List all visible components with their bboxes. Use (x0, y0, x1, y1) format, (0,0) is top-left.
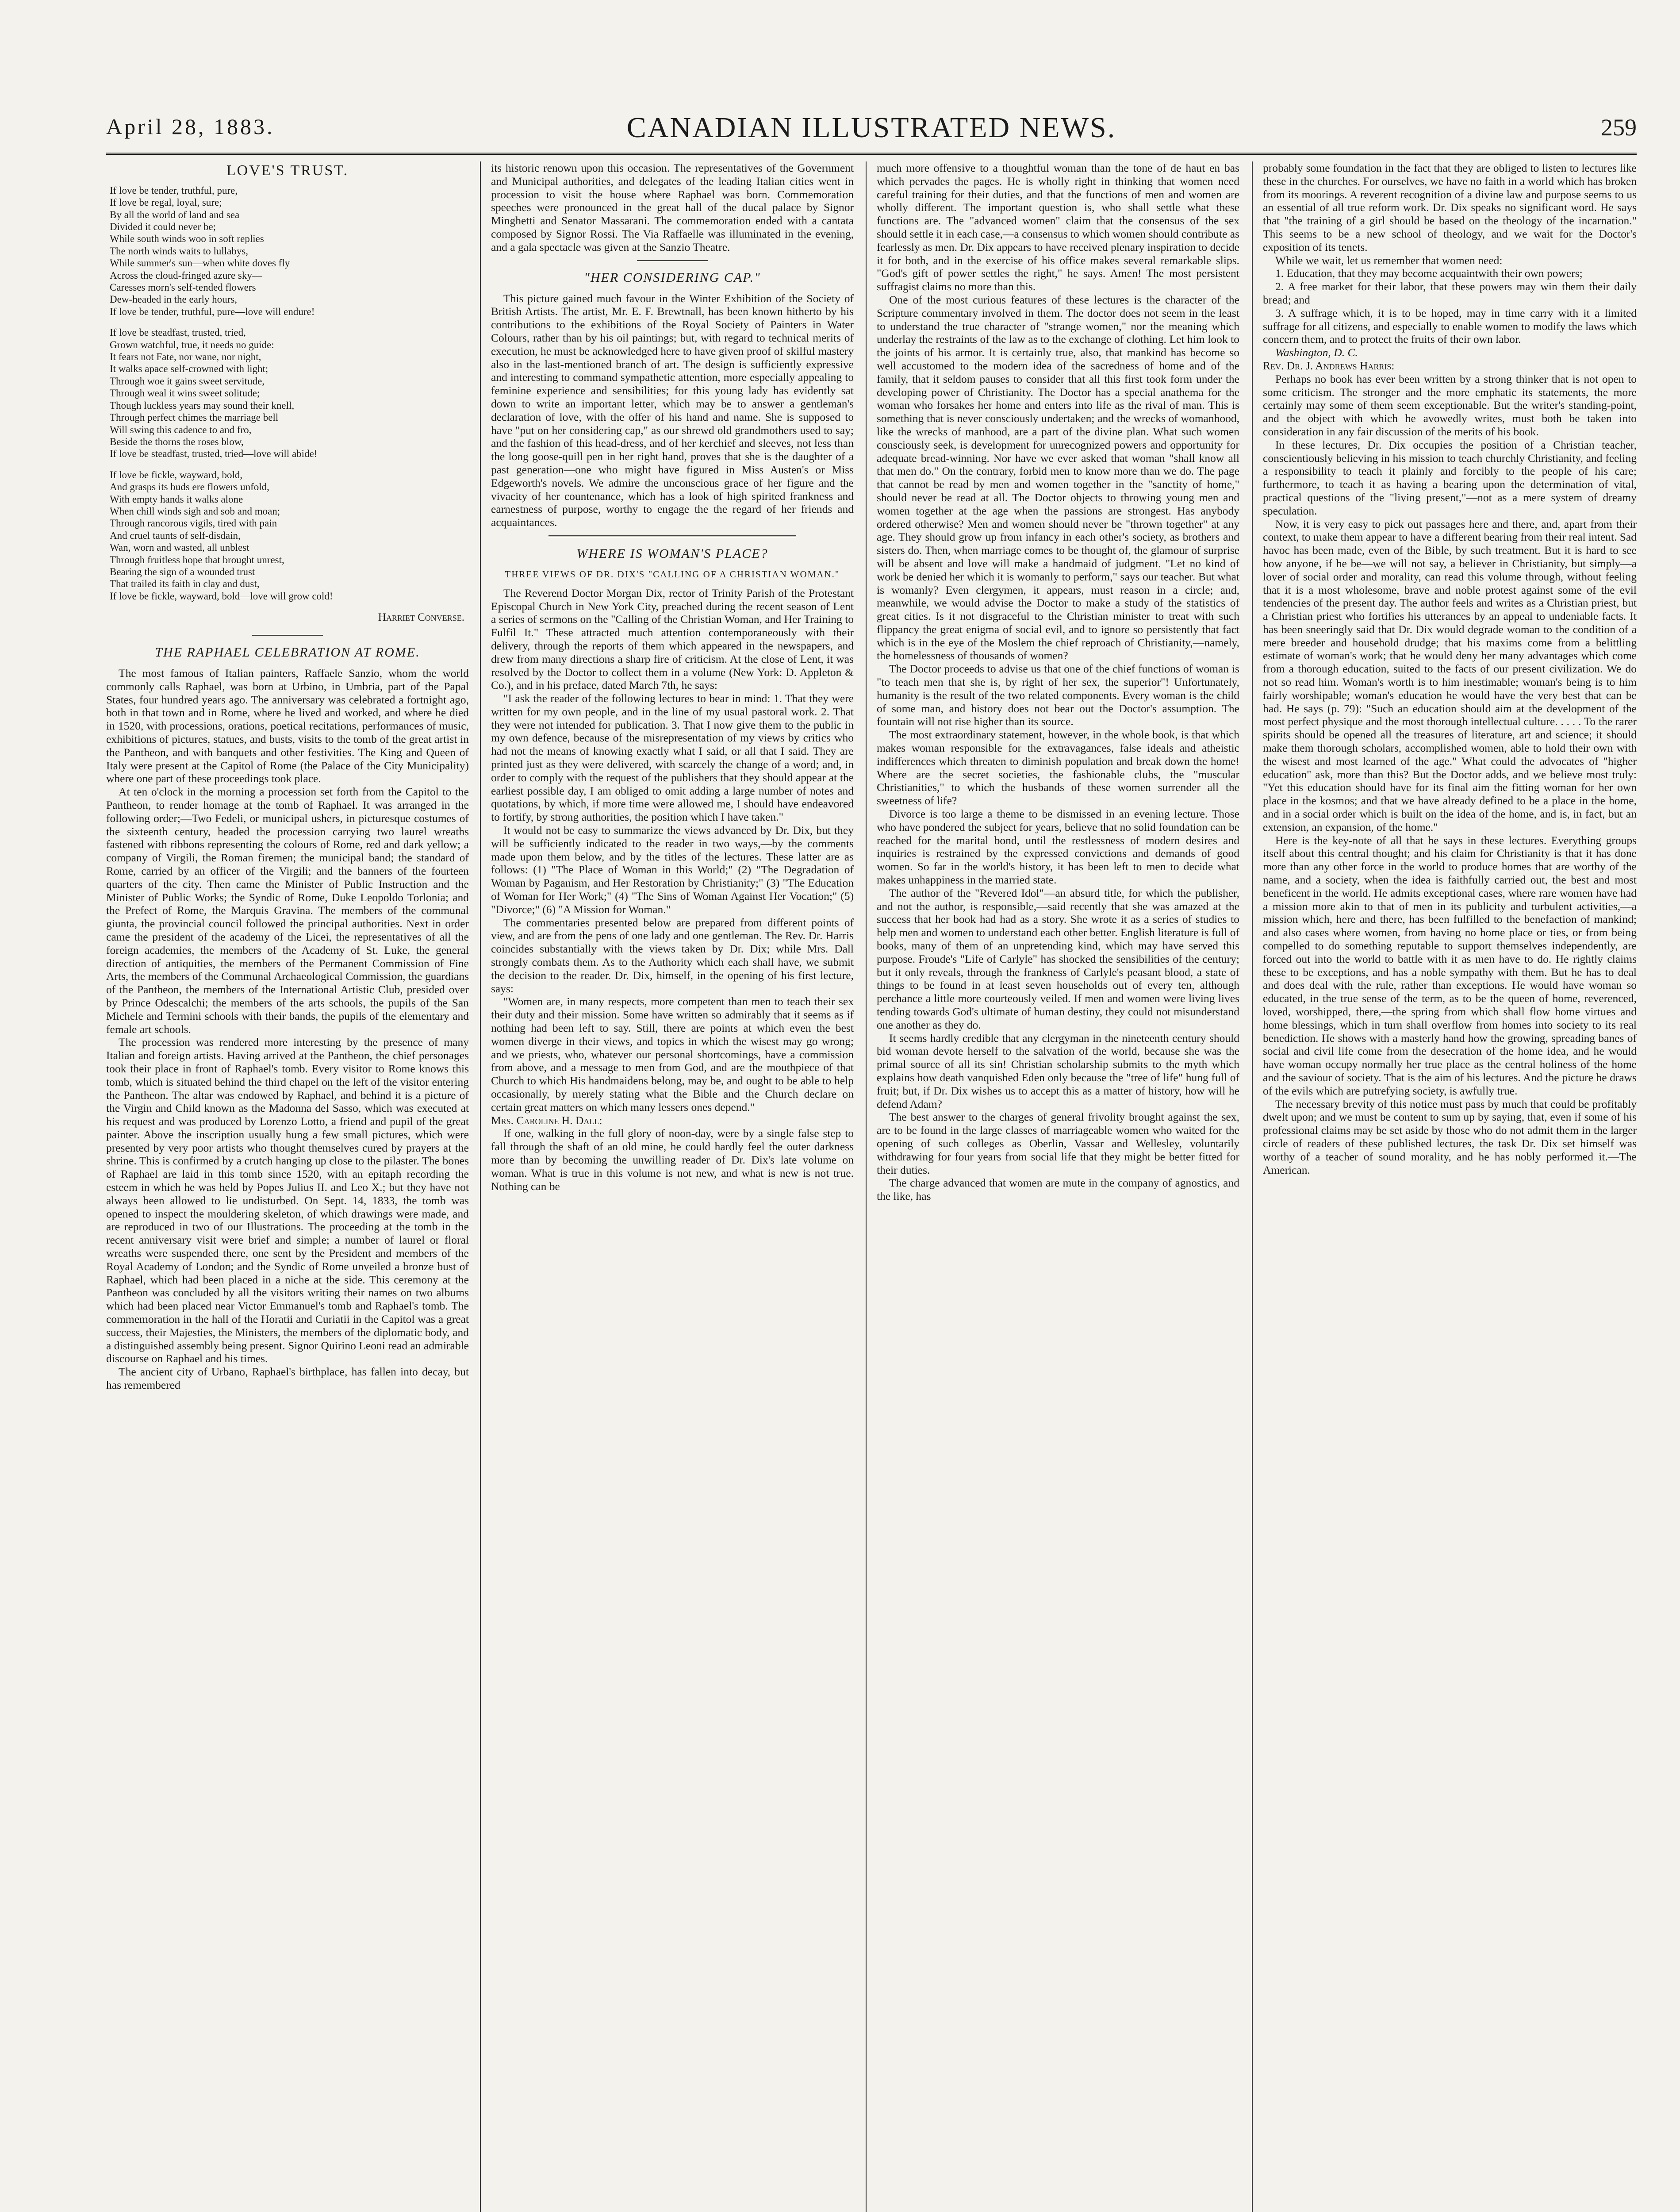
page-number: 259 (1601, 114, 1637, 141)
contributor-label: Rev. Dr. J. Andrews Harris: (1263, 359, 1395, 372)
article-paragraph: The Reverend Doctor Morgan Dix, rector of Trinity Parish of the Protestant Episcopal Church in New York City, preached during the recent season of Lent a series of sermons on the "Calling of the Christian Woman, and Her Training to Fulfil It." These attracted much attention contemporaneously with their delivery, through the reports of them which appeared in the newspapers, and drew from many directions a sharp fire of criticism. At the close of Lent, it was resolved by the Doctor to collect them in a volume (New York: D. Appleton & Co.), and in his preface, dated March 7th, he says: (491, 586, 854, 692)
section-rule (252, 635, 323, 636)
article-paragraph: This picture gained much favour in the Winter Exhibition of the Society of British Artists. The artist, Mr. E. F. Brewtnall, has been known hitherto by his contributions to the exhibitions of the Royal Society of Painters in Water Colours, rather than by his oil paintings; but, with regard to technical merits of execution, he must be acknowledged here to have given proof of skilful mastery also in the last-mentioned branch of art. The design is sufficiently expressive and interesting to command sympathetic attention, more especially appealing to feminine experience and sensibilities; for this young lady has evidently sat down to write an important letter, which may be to answer a gentleman's declaration of love, with the offer of his hand and name. She is supposed to have "put on her considering cap," as our shrewd old grandmothers used to say; and the fashion of this head-dress, and of her kerchief and sleeves, not less than the long goose-quill pen in her right hand, proves that she is the daughter of a past generation—one who might have figured in Miss Austen's or Miss Edgeworth's novels. We admire the unconscious grace of her figure and the vivacity of her countenance, which has a look of high spirited frankness and earnestness of purpose, worthy to engage the the regard of her friends and acquaintances. (491, 292, 854, 529)
issue-date: April 28, 1883. (106, 114, 275, 139)
poem-stanza: If love be fickle, wayward, bold, And grasps its buds ere flowers unfold, With empty hands it walks alone When chill winds sigh and sob and moan; Through rancorous vigils, tired with pain And cruel taunts of self-disdain, Wan, worn and wasted, all unblest Through fruitless hope that brought unrest, Bearing the sign of a wounded trust That trailed its faith in clay and dust, If love be fickle, wayward, bold—love will grow cold! (110, 469, 333, 602)
article-paragraph: its historic renown upon this occasion. The representatives of the Government and Municipal authorities, and delegates of the leading Italian cities went in procession to visit the house where Raphael was born. Commemoration speeches were pronounced in the great hall of the ducal palace by Signor Minghetti and Senator Massarani. The commemoration ended with a cantata composed by Signor Rossi. The Via Raffaelle was illuminated in the evening, and a gala spectacle was given at the Sanzio Theatre. (491, 161, 854, 253)
article-paragraph: The author of the "Revered Idol"—an absurd title, for which the publisher, and not the author, is responsible,—said recently that she was amazed at the success that her book had had as a story. She wrote it as a series of studies to help men and women to understand each other better. English literature is full of books, many of them of an unpretending kind, which may have served this purpose. Froude's "Life of Carlyle" has shocked the sensibilities of the century; but it only reveals, through the frankness of Carlyle's peasant blood, a state of things to be found in at least seven households out of every ten, although perchance a little more courteously veiled. If men and women were living lives tending towards God's ultimate of human destiny, they could not misunderstand one another as they do. (877, 886, 1239, 1031)
article-paragraph: The most extraordinary statement, however, in the whole book, is that which makes woman responsible for the extravagances, false ideals and atheistic indifferences which threaten to diminish population and break down the home! Where are the secret societies, the fashionable clubs, the "muscular Christianities," to which the husbands of these women surrender all the sweetness of life? (877, 728, 1239, 807)
article-paragraph: If one, walking in the full glory of noon-day, were by a single false step to fall through the shaft of an old mine, he could hardly feel the outer darkness more than by becoming the unwilling reader of Dr. Dix's late volume on woman. What is true in this volume is not new, and what is new is not true. Nothing can be (491, 1127, 854, 1193)
column-divider (1252, 161, 1253, 2212)
article-paragraph: "Women are, in many respects, more competent than men to teach their sex their duty and their mission. Some have written so admirably that it seems as if nothing had been left to say. Still, there are points at which even the best women diverge in their views, and topics in which the wisest may go wrong; and we priests, who, whatever our personal shortcomings, have a commission from above, and a message to men from God, and are the mouthpiece of that Church to which His handmaidens belong, may be, and ought to be able to help occasionally, by merely stating what the Bible and the Church declare on certain great matters on which many lessers ones depend." (491, 995, 854, 1114)
article-paragraph: The best answer to the charges of general frivolity brought against the sex, are to be found in the large classes of marriageable women who waited for the opening of such colleges as Oberlin, Vassar and Wellesley, voluntarily withdrawing for four years from social life that they might be better fitted for their duties. (877, 1110, 1239, 1176)
article-paragraph: The most famous of Italian painters, Raffaele Sanzio, whom the world commonly calls Raphael, was born at Urbino, in Umbria, part of the Papal States, four hundred years ago. The anniversary was celebrated a fortnight ago, both in that town and in Rome, where he lived and worked, and where he died in 1520, with processions, orations, poetical recitations, performances of music, exhibitions of pictures, statues, and busts, visits to the tomb of the great artist in the Pantheon, and with banquets and other festivities. The King and Queen of Italy were present at the Capitol of Rome (the Palace of the City Municipality) where one part of these proceedings took place. (106, 667, 469, 785)
article-subtitle: THREE VIEWS OF DR. DIX'S "CALLING OF A CHRISTIAN WOMAN." (505, 568, 840, 580)
article-paragraph: Divorce is too large a theme to be dismissed in an evening lecture. Those who have pondered the subject for years, believe that no solid foundation can be reached for the marital bond, until the restlessness of modern desires and inquiries is restrained by the expressed convictions and demands of good women. So far in the world's history, it has been left to men to decide what makes unhappiness in the married state. (877, 807, 1239, 887)
poem-stanza: If love be steadfast, trusted, tried, Grown watchful, true, it needs no guide: It fears not Fate, nor wane, nor night, It walks apace self-crowned with light; Through woe it gains sweet servitude, Through weal it wins sweet solitude; Though luckless years may sound their knell, Through perfect chimes the marriage bell Will swing this cadence to and fro, Beside the thorns the roses blow, If love be steadfast, trusted, tried—love will abide! (110, 327, 318, 460)
masthead-rule (106, 153, 1637, 155)
newspaper-title: CANADIAN ILLUSTRATED NEWS. (626, 111, 1116, 144)
poem-stanza: If love be tender, truthful, pure, If love be regal, loyal, sure; By all the world of land and sea Divided it could never be; While south winds woo in soft replies The north winds waits to lullabys, While summer's sun—when white doves fly Across the cloud-fringed azure sky— Caresses morn's self-tended flowers Dew-headed in the early hours, If love be tender, truthful, pure—love will endure! (110, 184, 315, 317)
masthead (106, 108, 1637, 148)
article-paragraph: It seems hardly credible that any clergyman in the nineteenth century should bid woman devote herself to the salvation of the world, because she was the primal source of all its sin! Christian scholarship submits to the myth which explains how death vanquished Eden only because the "tree of life" hung full of fruit; but, if Dr. Dix wishes us to accept this as a matter of history, how will he defend Adam? (877, 1031, 1239, 1110)
contributor-label: Mrs. Caroline H. Dall: (491, 1114, 602, 1127)
numbered-item: 3. A suffrage which, it is to be hoped, may in time carry with it a limited suffrage for all citizens, and especially to enable women to modify the laws which concern them, and to protect the fruits of their own labor. (1263, 306, 1637, 346)
article-title-considering-cap: "HER CONSIDERING CAP." (584, 270, 761, 285)
article-paragraph: One of the most curious features of these lectures is the character of the Scripture commentary involved in them. The doctor does not seem in the least to understand the true character of "strange women," nor the meaning which underlay the restraints of the law as to the exchange of clothing. Let him look to the joints of his armor. It is certainly true, also, that mankind has become so well accustomed to the modern idea of the sacredness of home and of the family, that it seldom pauses to consider that all this first took form under the developing power of Christianity. The Doctor has a special anathema for the woman who forsakes her home and enters into life as the rival of man. This is something that is never consciously undertaken; and the wrecks of womanhood, like the wrecks of manhood, are a part of the divine plan. What such women consciously seek, is development for unrecognized powers and opportunity for adequate bread-winning. Nor have we ever asked that woman "shall know all that men do." On the contrary, forbid men to know more than we do. The page that cannot be read by men and women together in the "sanctity of home," should never be read at all. The Doctor objects to throwing young men and women together at the age when the passions are strongest. Has anybody ordered otherwise? Men and women should never be "thrown together" at any age. They should grow up from infancy in each other's society, as brothers and sisters do. Then, when marriage comes to be thought of, the glamour of surprise will be absent and love will make a handmaid of judgment. "Let no kind of work be denied her which it is womanly to perform," says our teacher. But what is womanly? Even clergymen, it appears, must reason in a circle; and, meanwhile, we would advise the Doctor to make a study of the statistics of great cities. Is it not disgraceful to the Christian minister to treat with such flippancy the great enigma of social evil, and to ignore so persistently that fact which is in the eye of the Moslem the chief reproach of Christianity,—namely, the homelessness of thousands of women? (877, 293, 1239, 662)
article-paragraph: The Doctor proceeds to advise us that one of the chief functions of woman is "to teach men that she is, by right of her sex, the superior"! Unfortunately, humanity is the result of the two related components. Every woman is the child of some man, and history does not bear out the Doctor's assumption. The fountain will not rise higher than its source. (877, 662, 1239, 728)
column-2 (491, 161, 854, 2212)
article-paragraph: While we wait, let us remember that women need: (1275, 253, 1503, 267)
article-paragraph: Perhaps no book has ever been written by a strong thinker that is not open to some criticism. The stronger and the more emphatic its statements, the more certainly may some of them seem exceptionable. But the writer's standing-point, and the object with which he avowedly writes, must both be taken into consideration in any fair discussion of the merits of his book. (1263, 372, 1637, 438)
article-paragraph: The procession was rendered more interesting by the presence of many Italian and foreign artists. Having arrived at the Pantheon, the chief personages took their place in front of Raphael's tomb. Every visitor to Rome knows this tomb, which is situated behind the third chapel on the left of the visitor entering the Pantheon. The altar was endowed by Raphael, and behind it is a picture of the Virgin and Child known as the Madonna del Sasso, which was executed at his request and was produced by Lorenzo Lotto, a friend and pupil of the great painter. Above the inscription usually hung a few small pictures, which were presented by very poor artists who thought themselves cured by prayers at the shrine. This is confirmed by a crutch hanging up close to the pilaster. The bones of Raphael are laid in this tomb since 1520, with an epitaph recording the esteem in which he was held by Popes Julius II. and Leo X.; but they have not always been allowed to lie undisturbed. On Sept. 14, 1833, the tomb was opened to inspect the mouldering skeleton, of which drawings were made, and are reproduced in two of our Illustrations. The proceeding at the tomb in the recent anniversary visit were brief and simple; a number of laurel or floral wreaths were suspended there, one sent by the President and members of the Royal Academy of London; and the Syndic of Rome unveiled a bronze bust of Raphael, which had been placed in a niche at the side. This ceremony at the Pantheon was concluded by all the visitors writing their names on two albums which had been placed near Victor Emmanuel's tomb and Raphael's tomb. The commemoration in the hall of the Horatii and Curiatii in the Capitol was a great success, their Majesties, the Ministers, the members of the diplomatic body, and a distinguished assembly being present. Signor Quirino Leoni read an admirable discourse on Raphael and his times. (106, 1036, 469, 1365)
section-rule (637, 260, 708, 261)
section-rule (548, 535, 796, 537)
article-title-womans-place: WHERE IS WOMAN'S PLACE? (576, 546, 768, 561)
column-3 (877, 161, 1239, 2212)
article-paragraph: Here is the key-note of all that he says in these lectures. Everything groups itself about this central thought; and his claim for Christianity is that it has done more than any other force in the world to produce homes that are worthy of the name, and a society, when the idea is faithfully carried out, the best and most beneficent in the world. He admits exceptional cases, where rare women have had a mission more akin to that of men in its publicity and turbulent activities,—a mission which, here and there, has been fulfilled to the benefaction of mankind; and also cases where women, from having no home place or ties, or from being compelled to do something reputable to support themselves independently, are forced out into the world to battle with it as men have to do. He rightly claims these to be exceptions, and has a noble sympathy with them. But he has to deal and does deal with the rule, rather than exceptions. He would have woman so educated, in the true sense of the term, as to be the queen of home, reverenced, loved, worshipped, there,—the spring from which shall flow home virtues and home blessings, which in turn shall overflow from homes into society to its real benediction. He shows with a masterly hand how the growing, spreading banes of social and civil life come from the desecration of the home idea, and he would have woman occupy normally her true place as the central holiness of the home and the saviour of society. That is the aim of his lectures. And the picture he draws of the evils which are putrefying society, is awfully true. (1263, 833, 1637, 1097)
column-divider (866, 161, 867, 2212)
column-divider (480, 161, 481, 2212)
article-paragraph: The charge advanced that women are mute in the company of agnostics, and the like, has (877, 1176, 1239, 1203)
article-paragraph: probably some foundation in the fact that they are obliged to listen to lectures like these in the churches. For ourselves, we have no faith in a world which has broken from its moorings. A reverent recognition of a divine law and purpose seems to us an essential of all true reform work. Dr. Dix speaks no significant word. He says that "the training of a girl should be based on the theology of the incarnation." This seems to be a new school of theology, and we wait for the Doctor's exposition of its tenets. (1263, 161, 1637, 253)
article-paragraph: It would not be easy to summarize the views advanced by Dr. Dix, but they will be sufficiently indicated to the reader in two ways,—by the comments made upon them below, and by the titles of the lectures. These latter are as follows: (1) "The Place of Woman in this World;" (2) "The Degradation of Woman by Paganism, and Her Restoration by Christianity;" (3) "The Education of Woman for Her Work;" (4) "The Sins of Woman Against Her Vocation;" (5) "Divorce;" (6) "A Mission for Woman." (491, 824, 854, 916)
column-1 (106, 161, 469, 2212)
poem-title: LOVE'S TRUST. (226, 162, 349, 179)
column-4 (1263, 161, 1637, 2212)
poem-author: Harriet Converse. (378, 611, 464, 624)
numbered-item: 2. A free market for their labor, that these powers may win them their daily bread; and (1263, 280, 1637, 306)
article-paragraph: The commentaries presented below are prepared from different points of view, and are from the pens of one lady and one gentleman. The Rev. Dr. Harris coincides substantially with the views taken by Dr. Dix; while Mrs. Dall strongly combats them. As to the Authority which each shall have, we submit the decision to the reader. Dr. Dix, himself, in the opening of his first lecture, says: (491, 916, 854, 995)
numbered-item: 1. Education, that they may become acquaintwith their own powers; (1275, 267, 1583, 280)
article-paragraph: Now, it is very easy to pick out passages here and there, and, apart from their context, to make them appear to have a different bearing from their real intent. Sad havoc has been made, even of the Bible, by such treatment. But it is hard to see how anyone, if he be—we will not say, a believer in Christianity, but simply—a lover of social order and morality, can read this volume through, without feeling that it is a most wholesome, brave and noble protest against some of the evil tendencies of the present day. The author feels and writes as a Christian priest, but a Christian priest who fortifies his utterances by an appeal to undeniable facts. It has been sneeringly said that Dr. Dix would degrade woman to the condition of a mere breeder and household drudge; that his maxims come from a belittling estimate of woman's work; that he would deny her many advantages which come from a thorough education, suited to the facts of our present civilization. We do not so read him. Woman's worth is to him inestimable; woman's being is to him fairly worshipable; woman's education he would have the very best that can be had. He says (p. 79): "Such an education should aim at the development of the most perfect physique and the most thorough intellectual culture. . . . . To the rarer spirits should be opened all the treasures of literature, art and science; it should make them thorough scholars, accomplished women, able to hold their own with the wisest and most learned of the age." What could the advocates of "higher education" ask, more than this? But the Doctor adds, and we believe most truly: "Yet this education should have for its final aim the fitting woman for her own place in the kosmos; and that we have already defined to be a place in the home, and in a social order which is built on the idea of the home, and is, in fact, but an extension, an expansion, of the home." (1263, 517, 1637, 833)
article-paragraph: The ancient city of Urbano, Raphael's birthplace, has fallen into decay, but has remembered (106, 1365, 469, 1392)
article-paragraph: "I ask the reader of the following lectures to bear in mind: 1. That they were written for my own people, and in the line of my usual pastoral work. 2. That they were not intended for publication. 3. That I now give them to the public in my own defence, because of the misrepresentation of my views by critics who had not the means of knowing exactly what I said, or all that I said. They are printed just as they were delivered, with scarcely the change of a word; and, in order to comply with the request of the publishers that they should appear at the earliest possible day, I am obliged to omit adding a large number of notes and quotations, by which, if more time were allowed me, I should have endeavored to fortify, by strong authorities, the position which I have taken." (491, 692, 854, 824)
article-paragraph: In these lectures, Dr. Dix occupies the position of a Christian teacher, conscientiously believing in his mission to teach churchly Christianity, and feeling a responsibility to teach it plainly and forcibly to the people of his care; furthermore, to teach it as having a bearing upon the determination of vital, practical questions of the "living present,"—not as a mere system of dreamy speculation. (1263, 438, 1637, 517)
article-title-raphael: THE RAPHAEL CELEBRATION AT ROME. (155, 645, 420, 660)
article-paragraph: much more offensive to a thoughtful woman than the tone of de haut en bas which pervades the pages. He is wholly right in thinking that women need careful training for their duties, and that the functions of men and women are wholly different. The important question is, who shall settle what these functions are. The "advanced women" claim that the consensus of the sex should settle it in each case,—a consensus to which women should contribute as fearlessly as men. Dr. Dix appears to have received plenary inspiration to decide it for both, and in the exercise of his office makes several remarkable slips. "God's gift of power settles the right," he says. Amen! The most persistent suffragist claims no more than this. (877, 161, 1239, 293)
article-paragraph: At ten o'clock in the morning a procession set forth from the Capitol to the Pantheon, to render homage at the tomb of Raphael. It was arranged in the following order;—Two Fedeli, or municipal ushers, in picturesque costumes of the sixteenth century, headed the procession carrying two laurel wreaths fastened with ribbons representing the colours of Rome, red and dark yellow; a company of Virgili, the Roman firemen; the municipal band; the standard of Rome, carried by an officer of the Virgili; and the banners of the fourteen quarters of the city. Then came the Minister of Public Instruction and the Minister of Public Works; the Syndic of Rome, Duke Leopoldo Torlonia; and the Prefect of Rome, the Marquis Gravina. The members of the communal giunta, the provincial council followed the principal authorities. Next in order came the president of the academy of the Licei, the representatives of all the foreign academies, the members of the Academy of St. Luke, the general direction of antiquities, the members of the Permanent Commission of Fine Arts, the members of the Communal Archaeological Commission, the guardians of the Pantheon, the members of the International Artistic Club, presided over by Prince Odescalchi; the members of the arts schools, the pupils of the San Michele and Termini schools with their bands, the pupils of the elementary and female art schools. (106, 785, 469, 1036)
article-paragraph: The necessary brevity of this notice must pass by much that could be profitably dwelt upon; and we must be content to sum up by saying, that, even if some of his professional claims may be set aside by those who do not admit them in the larger circle of readers of these published lectures, the task Dr. Dix set himself was worthy of a teacher of sound morality, and he has nobly performed it.—The American. (1263, 1097, 1637, 1176)
place-line: Washington, D. C. (1275, 346, 1358, 359)
